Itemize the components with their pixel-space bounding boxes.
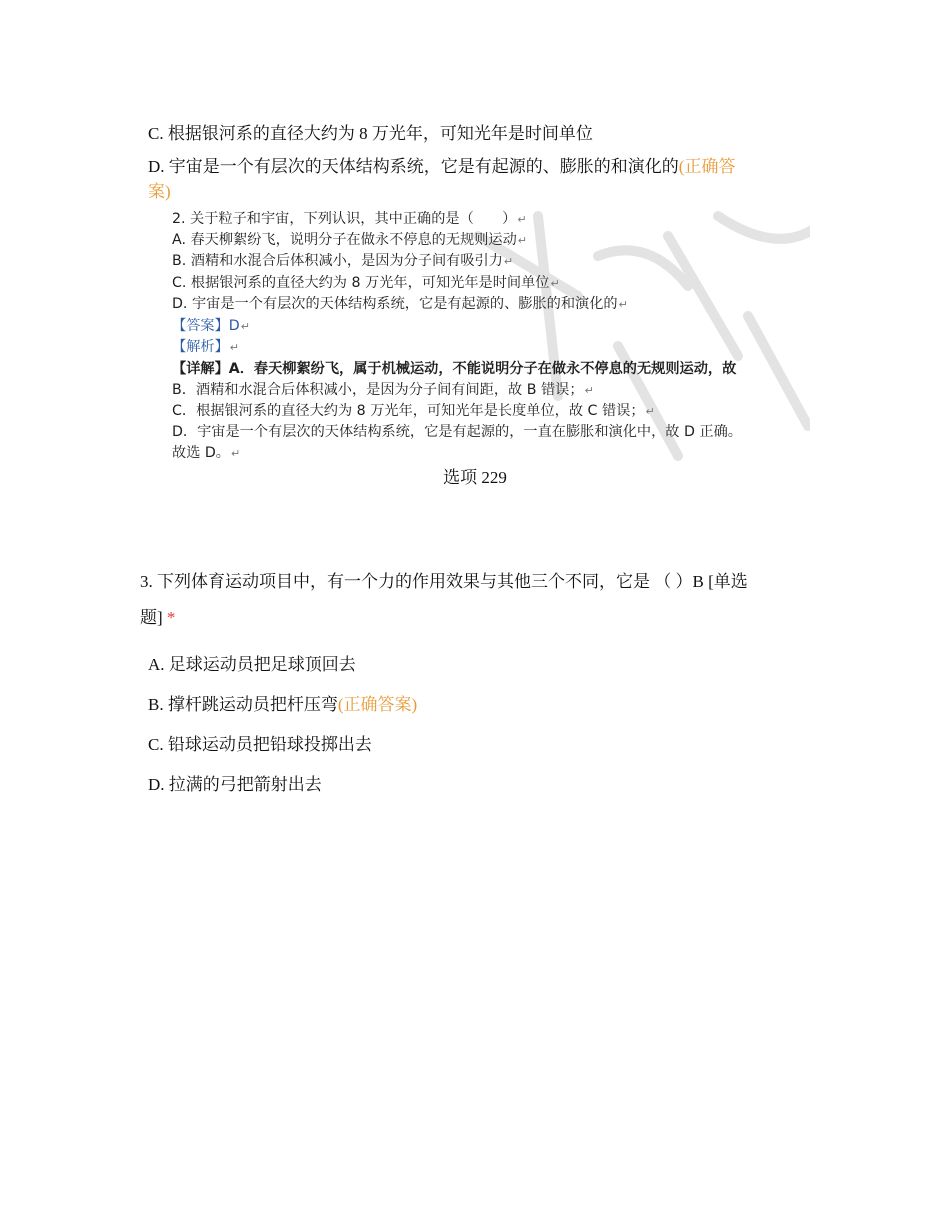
explanation-detail: 【详解】A．春天柳絮纷飞，属于机械运动，不能说明分子在做永不停息的无规则运动，故: [172, 361, 737, 377]
explanation-line: D. 宇宙是一个有层次的天体结构系统，它是有起源的、膨胀的和演化的↵: [172, 296, 628, 312]
explanation-line: 故选 D。↵: [172, 445, 241, 461]
explanation-analysis-label: 【解析】↵: [172, 339, 239, 355]
q2-option-d-text: D. 宇宙是一个有层次的天体结构系统，它是有起源的、膨胀的和演化的: [148, 157, 679, 176]
q3-option-a[interactable]: A. 足球运动员把足球顶回去: [148, 655, 356, 674]
q2-option-d: [148, 155, 735, 179]
q3-correct-tag: (正确答案): [337, 695, 418, 714]
explanation-line: B. 酒精和水混合后体积减小，是因为分子间有吸引力↵: [172, 253, 514, 269]
explanation-line: D．宇宙是一个有层次的天体结构系统，它是有起源的，一直在膨胀和演化中，故 D 正确。: [172, 424, 742, 440]
image-caption: 选项 229: [443, 468, 507, 487]
q2-correct-tag-cont: 案): [148, 182, 171, 201]
explanation-line: C．根据银河系的直径大约为 8 万光年，可知光年是长度单位，故 C 错误；↵: [172, 403, 655, 419]
explanation-line: B．酒精和水混合后体积减小，是因为分子间有间距，故 B 错误；↵: [172, 382, 594, 398]
explanation-line: C. 根据银河系的直径大约为 8 万光年，可知光年是时间单位↵: [172, 275, 560, 291]
q3-option-d[interactable]: D. 拉满的弓把箭射出去: [148, 775, 322, 794]
q3-stem-cont: 题] *: [140, 608, 176, 627]
q2-option-c: C. 根据银河系的直径大约为 8 万光年，可知光年是时间单位: [148, 124, 593, 143]
q3-stem: 3. 下列体育运动项目中，有一个力的作用效果与其他三个不同，它是 （ ）B [单选: [140, 572, 748, 591]
explanation-image: [168, 206, 810, 464]
q2-correct-tag: (正确答: [678, 157, 736, 176]
q3-option-c[interactable]: C. 铅球运动员把铅球投掷出去: [148, 735, 372, 754]
explanation-answer: 【答案】D↵: [172, 318, 250, 334]
explanation-line: A. 春天柳絮纷飞，说明分子在做永不停息的无规则运动↵: [172, 232, 528, 248]
explanation-line: 2. 关于粒子和宇宙，下列认识，其中正确的是（ ）↵: [172, 211, 527, 227]
required-mark: *: [166, 608, 176, 627]
q3-option-b[interactable]: B. 撑杆跳运动员把杆压弯(正确答案): [148, 695, 418, 714]
